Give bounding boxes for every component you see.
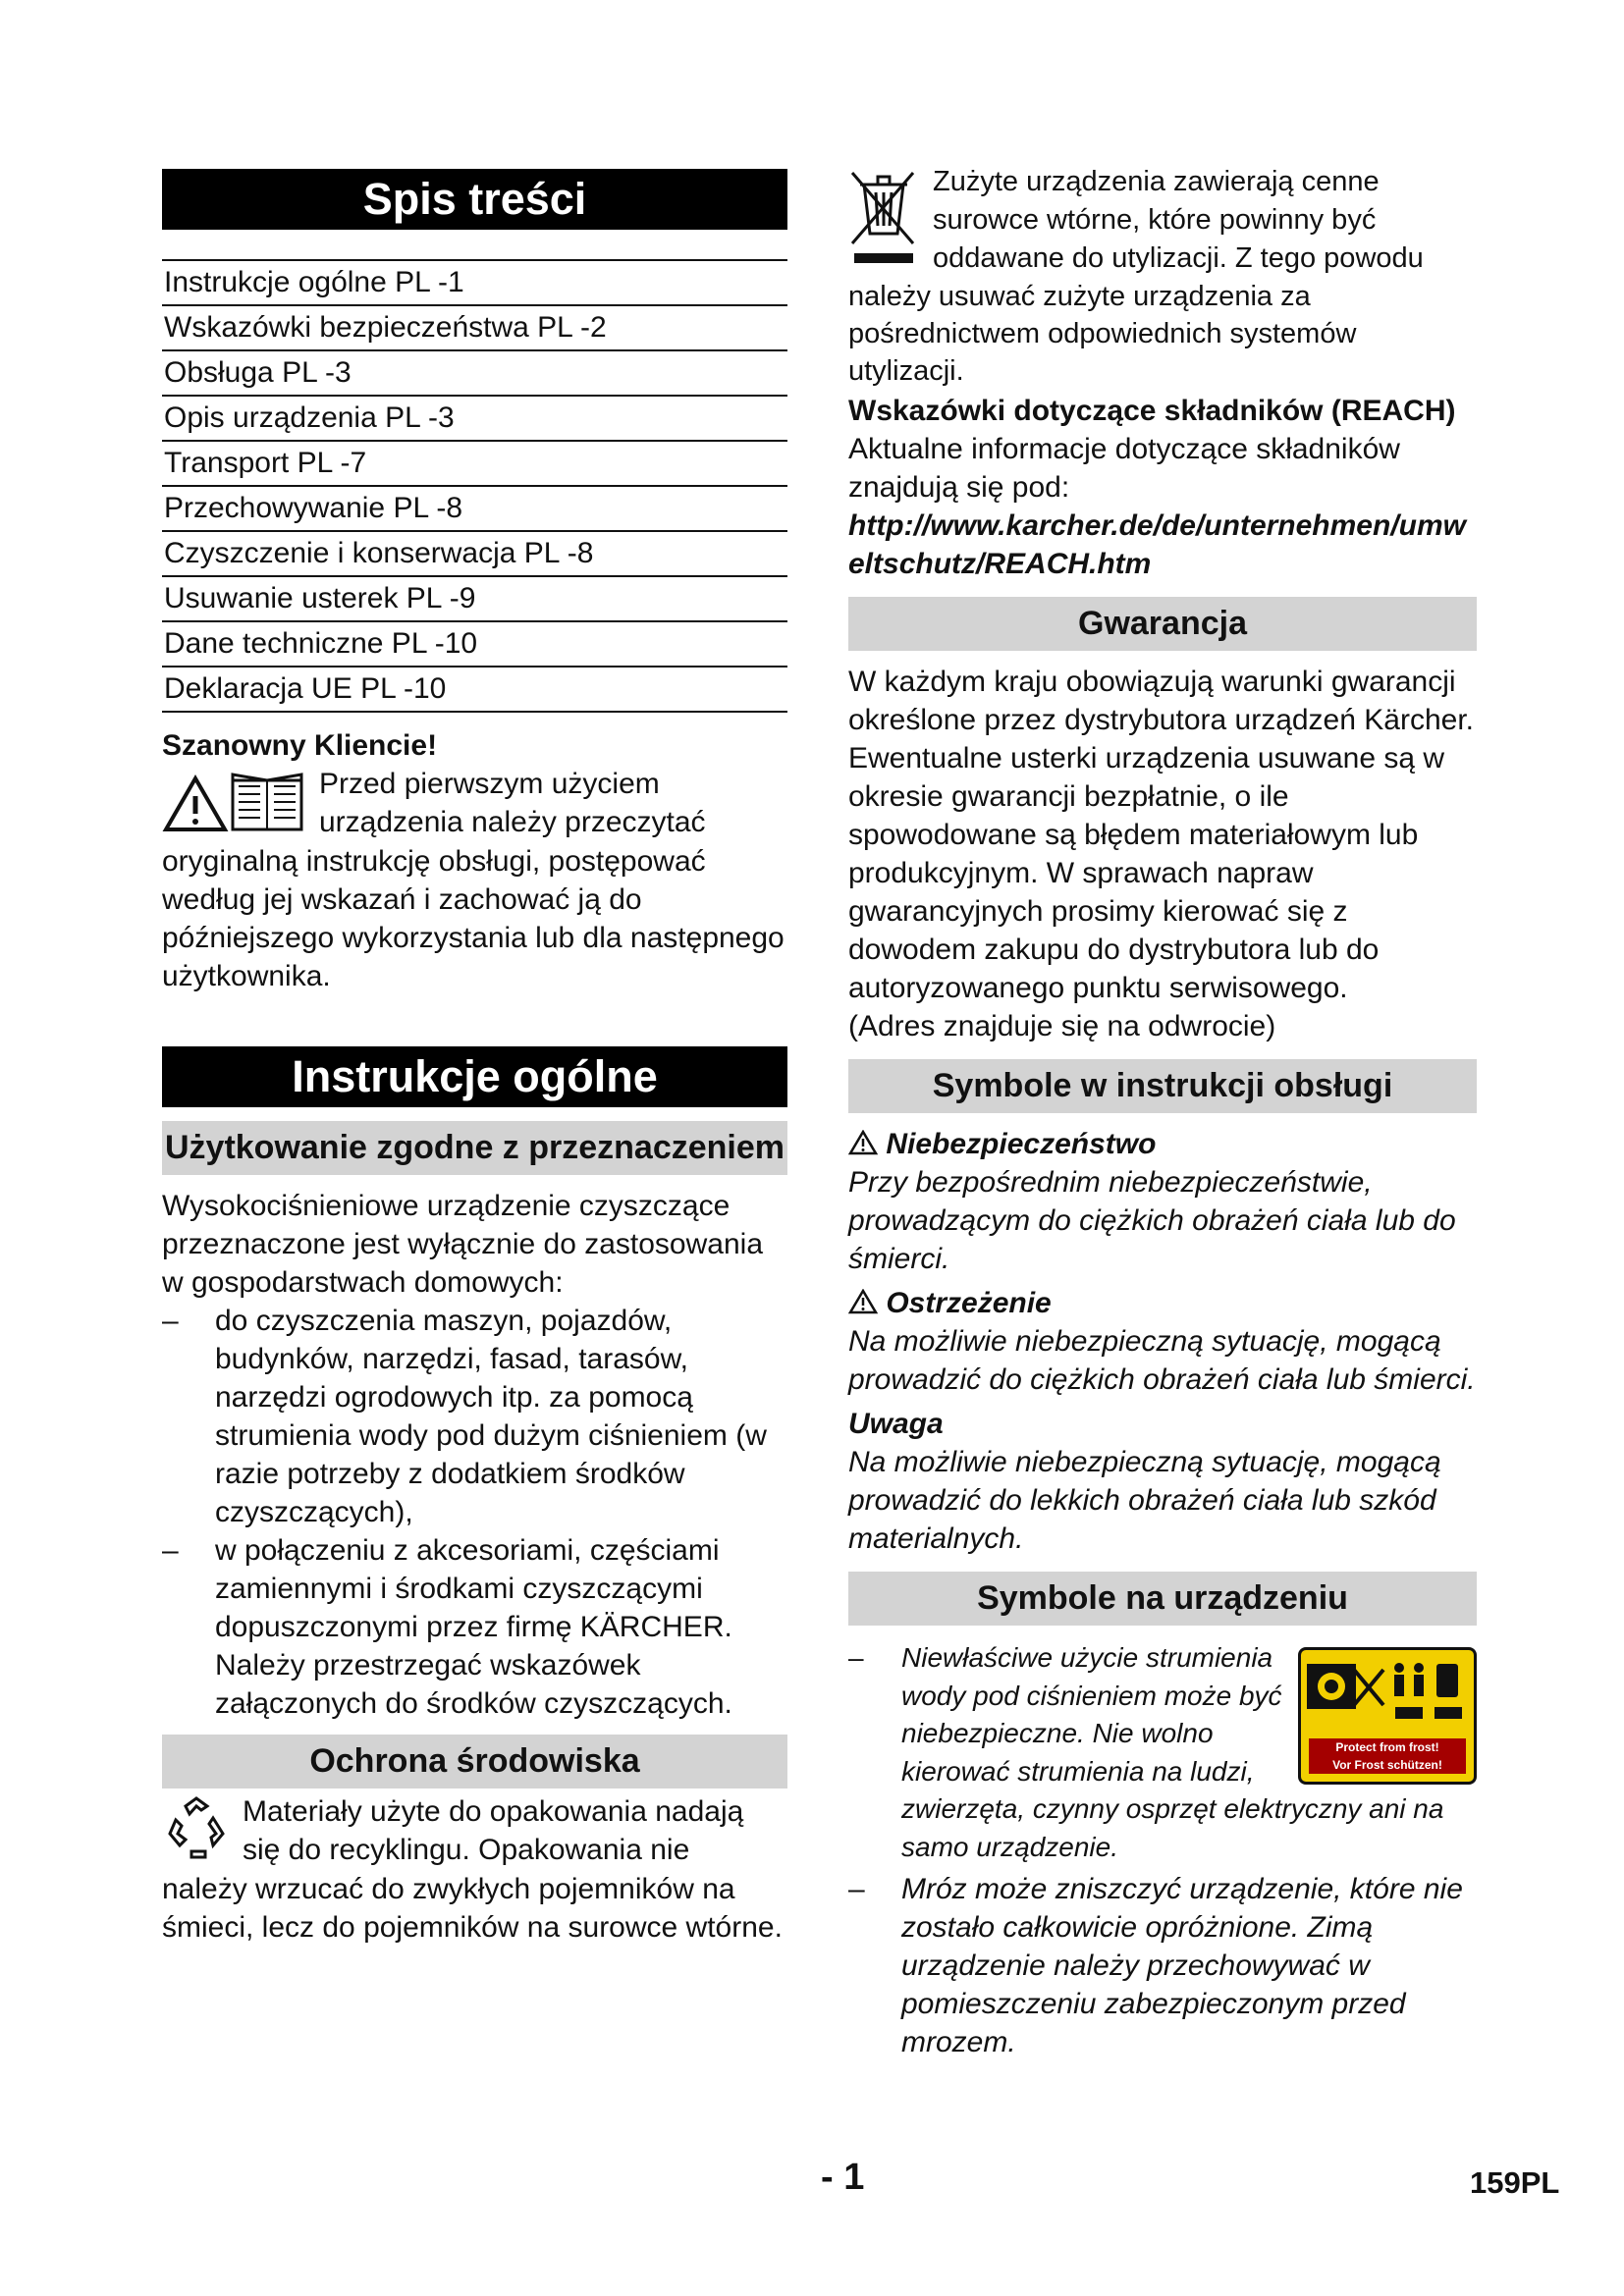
greeting-text: oryginalną instrukcję obsługi, postępować według jej wskazań i zachować ją do późniejszego wykorzystania lub dla następnego użytkownika. [162, 845, 785, 992]
recycling-icon [162, 1794, 231, 1868]
symbols-manual-title: Symbole w instrukcji obsługi [848, 1059, 1477, 1113]
caution-text: Na możliwie niebezpieczną sytuację, mogącą prowadzić do lekkich obrażeń ciała lub szkód materialnych. [848, 1446, 1441, 1555]
danger-text: Przy bezpośrednim niebezpieczeństwie, prowadzącym do ciężkich obrażeń ciała lub do śmierci. [848, 1166, 1456, 1275]
label-text-line2: Vor Frost schützen! [1332, 1758, 1442, 1772]
toc-item[interactable]: Deklaracja UE PL -10 [162, 667, 787, 713]
page-code: 159PL [1470, 2165, 1560, 2200]
intended-use-item [162, 1531, 787, 1723]
toc-item[interactable]: Czyszczenie i konserwacja PL -8 [162, 532, 787, 577]
greeting-line-b: urządzenia należy przeczytać [319, 806, 706, 838]
left-column [162, 169, 787, 1947]
dash-marker: – [162, 1534, 179, 1567]
warning-heading [848, 1284, 1477, 1322]
toc-title: Spis treści [162, 169, 787, 230]
warning-triangle-icon [848, 1287, 886, 1319]
toc-item[interactable]: Wskazówki bezpieczeństwa PL -2 [162, 306, 787, 351]
toc-item[interactable]: Transport PL -7 [162, 442, 787, 487]
device-symbol-item [848, 1870, 1477, 2061]
page-number: - 1 [821, 2157, 865, 2198]
device-symbols-list [848, 1639, 1477, 2061]
toc-item[interactable]: Obsługa PL -3 [162, 351, 787, 397]
toc-item[interactable]: Instrukcje ogólne PL -1 [162, 261, 787, 306]
dash-marker: – [848, 1873, 865, 1905]
environment-line-a: Materiały użyte do opakowania nadają [243, 1795, 744, 1828]
intended-use-item-text: w połączeniu z akcesoriami, częściami zamiennymi i środkami czyszczącymi dopuszczonymi przez firmę KÄRCHER. Należy przestrzegać wskazówek załączonych do środków czyszczących. [215, 1534, 732, 1720]
warning-text: Na możliwie niebezpieczną sytuację, mogącą prowadzić do ciężkich obrażeń ciała lub śmierci. [848, 1325, 1476, 1396]
disposal-line-b: surowce wtórne, które powinny być [933, 204, 1377, 236]
label-text-line1: Protect from frost! [1335, 1740, 1439, 1754]
disposal-text: należy usuwać zużyte urządzenia za pośrednictwem odpowiednich systemów utylizacji. [848, 281, 1357, 387]
warranty-address-note: (Adres znajduje się na odwrocie) [848, 1010, 1276, 1042]
dash-marker: – [848, 1642, 864, 1673]
dash-marker: – [162, 1305, 179, 1337]
device-symbol-item [848, 1639, 1477, 1866]
environment-title: Ochrona środowiska [162, 1735, 787, 1789]
warranty-title: Gwarancja [848, 597, 1477, 651]
toc-item[interactable]: Przechowywanie PL -8 [162, 487, 787, 532]
disposal-line-a: Zużyte urządzenia zawierają cenne [933, 166, 1380, 197]
danger-triangle-icon [848, 1128, 886, 1160]
intended-use-title: Użytkowanie zgodne z przeznaczeniem [162, 1121, 787, 1175]
danger-title: Niebezpieczeństwo [886, 1128, 1157, 1160]
crossed-bin-icon [848, 165, 919, 272]
danger-heading [848, 1125, 1477, 1163]
greeting-section [162, 726, 787, 995]
warning-read-manual-icon [162, 767, 307, 840]
caution-title: Uwaga [848, 1408, 944, 1440]
intended-use-item-text: do czyszczenia maszyn, pojazdów, budynków, narzędzi, fasad, tarasów, narzędzi ogrodowych itp. za pomocą strumienia wody pod dużym ciśnieniem (w razie potrzeby z dodatkiem środków czyszczących), [215, 1305, 767, 1528]
reach-link[interactable]: http://www.karcher.de/de/unternehmen/umweltschutz/REACH.htm [848, 509, 1466, 580]
right-column [848, 163, 1477, 2061]
greeting-intro [162, 765, 787, 842]
toc-item[interactable]: Usuwanie usterek PL -9 [162, 577, 787, 622]
disposal-intro [848, 163, 1477, 278]
intended-use-item [162, 1302, 787, 1531]
toc-list [162, 259, 787, 713]
intended-use-intro: Wysokociśnieniowe urządzenie czyszczące przeznaczone jest wyłącznie do zastosowania w gospodarstwach domowych: [162, 1190, 763, 1299]
disposal-line-c: oddawane do utylizacji. Z tego powodu [933, 242, 1424, 274]
environment-text: należy wrzucać do zwykłych pojemników na śmieci, lecz do pojemników na surowce wtórne. [162, 1873, 783, 1944]
greeting-line-a: Przed pierwszym użyciem [319, 768, 660, 800]
symbols-device-title: Symbole na urządzeniu [848, 1572, 1477, 1626]
reach-title: Wskazówki dotyczące składników (REACH) [848, 395, 1456, 427]
device-symbol-text: Niewłaściwe użycie strumienia wody pod ciśnieniem może być niebezpieczne. Nie wolno kierować strumienia na ludzi, zwierzęta, czynny osprzęt elektryczny ani na samo urządzenie. [901, 1642, 1444, 1862]
warning-title: Ostrzeżenie [886, 1287, 1052, 1319]
toc-item[interactable]: Dane techniczne PL -10 [162, 622, 787, 667]
warranty-text: W każdym kraju obowiązują warunki gwarancji określone przez dystrybutora urządzeń Kärcher. Ewentualne usterki urządzenia usuwane są w okresie gwarancji bezpłatnie, o ile spowodowane są błędem materiałowym lub produkcyjnym. W sprawach napraw gwarancyjnych prosimy kierować się z dowodem zakupu do dystrybutora lub do autoryzowanego punktu serwisowego. [848, 666, 1474, 1004]
device-symbol-text: Mróz może zniszczyć urządzenie, które nie zostało całkowicie opróżnione. Zimą urządzenie należy przechowywać w pomieszczeniu zabezpieczonym przed mrozem. [901, 1873, 1463, 2058]
reach-text: Aktualne informacje dotyczące składników znajdują się pod: [848, 433, 1400, 504]
label-spacer [1284, 1639, 1477, 1757]
toc-item[interactable]: Opis urządzenia PL -3 [162, 397, 787, 442]
environment-line-b: się do recyklingu. Opakowania nie [243, 1834, 690, 1866]
general-title: Instrukcje ogólne [162, 1046, 787, 1107]
environment-intro [162, 1792, 787, 1870]
greeting-title: Szanowny Kliencie! [162, 729, 438, 762]
